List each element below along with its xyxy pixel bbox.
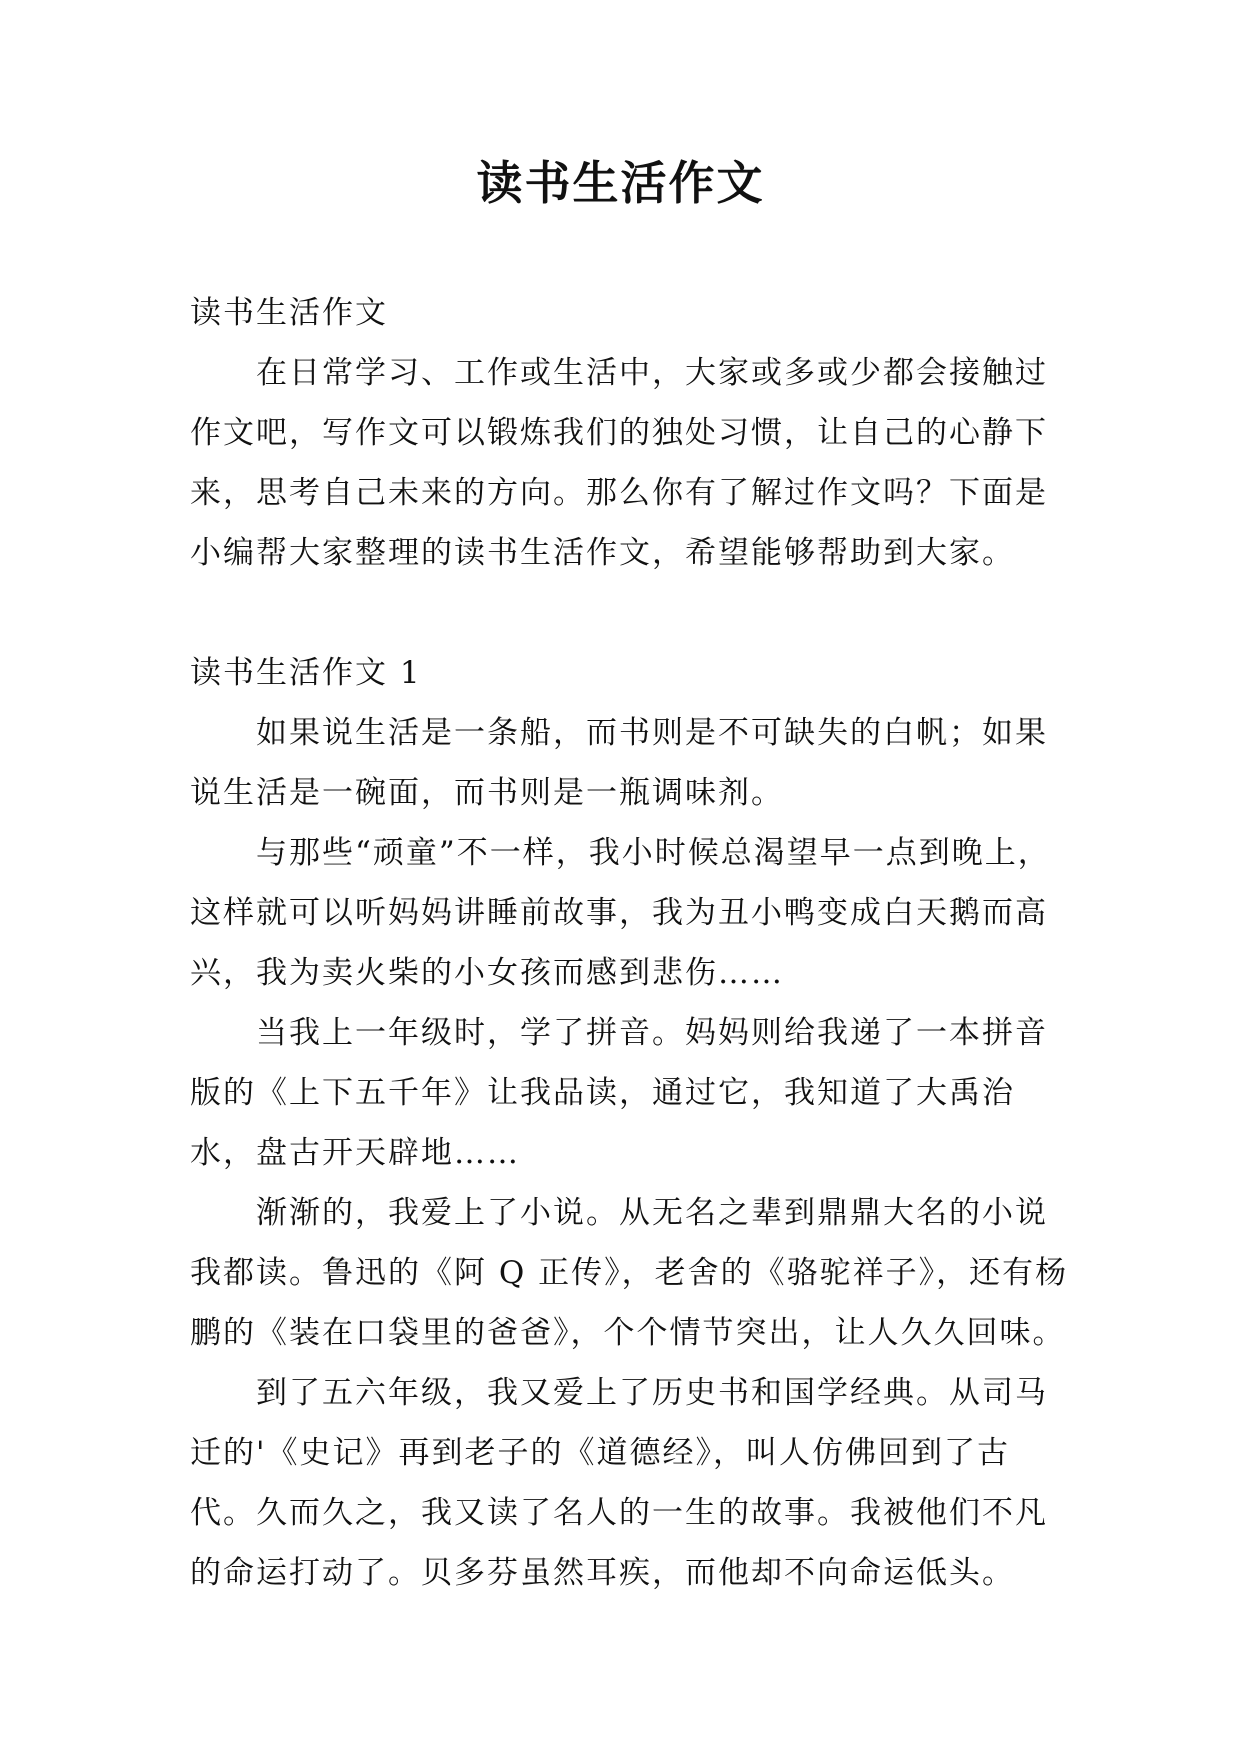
section-gap	[190, 583, 1070, 643]
document-title: 读书生活作文	[476, 156, 765, 210]
essay1-paragraph-4: 渐渐的，我爱上了小说。从无名之辈到鼎鼎大名的小说我都读。鲁迅的《阿 Q 正传》，老舍的《骆驼祥子》，还有杨鹏的《装在口袋里的爸爸》，个个情节突出，让人久久回味。	[190, 1195, 1069, 1351]
essay1-heading: 读书生活作文 1	[190, 655, 422, 691]
intro-paragraph: 在日常学习、工作或生活中，大家或多或少都会接触过作文吧，写作文可以锻炼我们的独处习惯，让自己的心静下来，思考自己未来的方向。那么你有了解过作文吗？下面是小编帮大家整理的读书生活作文，希望能够帮助到大家。	[190, 355, 1048, 571]
intro-heading: 读书生活作文	[190, 295, 388, 331]
essay1-paragraph-1: 如果说生活是一条船，而书则是不可缺失的白帆；如果说生活是一碗面，而书则是一瓶调味剂。	[190, 715, 1048, 811]
document-body	[190, 283, 1070, 1603]
essay1-paragraph-3: 当我上一年级时，学了拼音。妈妈则给我递了一本拼音版的《上下五千年》让我品读，通过它，我知道了大禹治水，盘古开天辟地……	[190, 1015, 1048, 1171]
essay1-paragraph-5: 到了五六年级，我又爱上了历史书和国学经典。从司马迁的'《史记》再到老子的《道德经》，叫人仿佛回到了古代。久而久之，我又读了名人的一生的故事。我被他们不凡的命运打动了。贝多芬虽然耳疾，而他却不向命运低头。	[190, 1375, 1048, 1591]
essay1-paragraph-2: 与那些“顽童”不一样，我小时候总渴望早一点到晚上，这样就可以听妈妈讲睡前故事，我为丑小鸭变成白天鹅而高兴，我为卖火柴的小女孩而感到悲伤……	[190, 835, 1051, 991]
